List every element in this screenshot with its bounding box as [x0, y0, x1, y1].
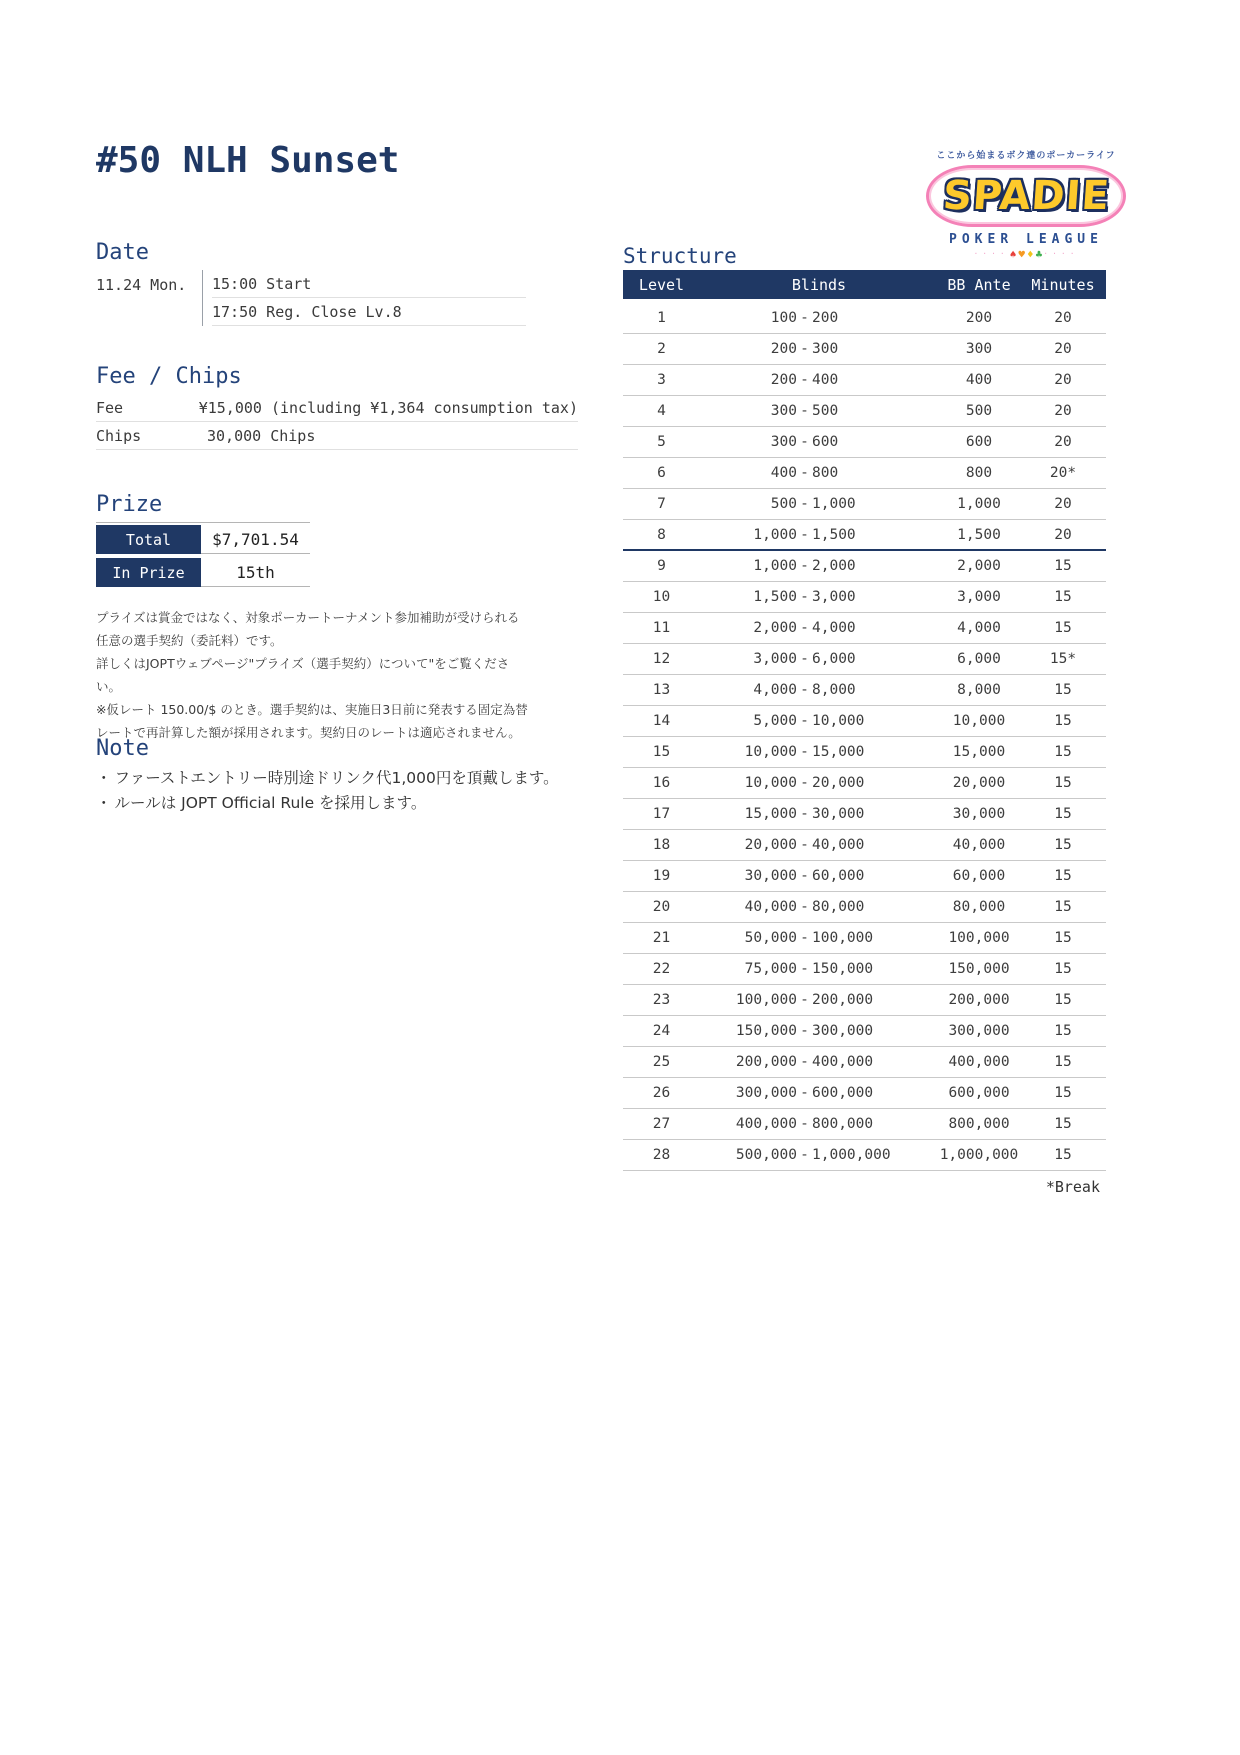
bb-ante-cell: 60,000	[952, 868, 1006, 884]
bb-ante-cell: 30,000	[952, 806, 1006, 822]
blinds-separator: -	[800, 806, 809, 822]
structure-row	[623, 396, 1106, 427]
level-cell: 13	[652, 682, 671, 698]
structure-row	[623, 644, 1106, 675]
bb-ante-cell: 1,000	[957, 496, 1001, 512]
blinds-separator: -	[800, 713, 809, 729]
big-blind: 150,000	[812, 961, 874, 977]
date-section	[96, 240, 526, 326]
big-blind: 20,000	[812, 775, 865, 791]
minutes-cell: 15	[1054, 1085, 1072, 1101]
level-cell: 5	[657, 434, 666, 450]
small-blind: 100,000	[735, 992, 797, 1008]
structure-row	[623, 427, 1106, 458]
small-blind: 40,000	[744, 899, 797, 915]
structure-row	[623, 365, 1106, 396]
minutes-cell: 20	[1054, 372, 1072, 388]
column-header-minutes: Minutes	[1031, 275, 1095, 294]
bb-ante-cell: 80,000	[952, 899, 1006, 915]
level-cell: 16	[652, 775, 671, 791]
big-blind: 8,000	[812, 682, 856, 698]
small-blind: 2,000	[753, 620, 797, 636]
blinds-separator: -	[800, 1147, 809, 1163]
blinds-separator: -	[800, 744, 809, 760]
blinds-separator: -	[800, 620, 809, 636]
prize-section	[96, 492, 310, 591]
minutes-cell: 15	[1054, 620, 1072, 636]
bb-ante-cell: 150,000	[948, 961, 1010, 977]
bb-ante-cell: 6,000	[957, 651, 1001, 667]
minutes-cell: 15	[1054, 1147, 1072, 1163]
level-cell: 11	[652, 620, 671, 636]
big-blind: 300,000	[812, 1023, 874, 1039]
structure-row	[623, 458, 1106, 489]
big-blind: 300	[812, 341, 839, 357]
level-cell: 18	[652, 837, 671, 853]
blinds-separator: -	[800, 372, 809, 388]
minutes-cell: 15	[1054, 1054, 1072, 1070]
note-item-text: ファーストエントリー時別途ドリンク代1,000円を頂戴します。	[114, 769, 559, 787]
level-cell: 1	[657, 310, 666, 326]
structure-row	[623, 1109, 1106, 1140]
structure-row	[623, 303, 1106, 334]
page-title: #50 NLH Sunset	[96, 140, 400, 181]
prize-row-label: In Prize	[96, 558, 201, 587]
bb-ante-cell: 8,000	[957, 682, 1001, 698]
break-footnote: *Break	[1045, 1178, 1100, 1196]
note-bullet: ・	[96, 769, 112, 787]
note-item	[96, 766, 566, 791]
level-cell: 12	[652, 651, 671, 667]
blinds-separator: -	[800, 961, 809, 977]
structure-row	[623, 985, 1106, 1016]
level-cell: 2	[657, 341, 666, 357]
small-blind: 10,000	[744, 744, 797, 760]
structure-row	[623, 1016, 1106, 1047]
bb-ante-cell: 500	[965, 403, 993, 419]
structure-row	[623, 1078, 1106, 1109]
column-header-level: Level	[638, 275, 685, 294]
column-header-bb-ante: BB Ante	[947, 275, 1011, 294]
big-blind: 100,000	[812, 930, 874, 946]
structure-header-row	[623, 270, 1106, 299]
blinds-separator: -	[800, 496, 809, 512]
structure-heading: Structure	[623, 244, 737, 268]
suit-icon: ♠	[1009, 248, 1017, 261]
minutes-cell: 15	[1054, 961, 1072, 977]
small-blind: 4,000	[753, 682, 797, 698]
bb-ante-cell: 600	[965, 434, 993, 450]
blinds-separator: -	[800, 341, 809, 357]
minutes-cell: 15	[1054, 992, 1072, 1008]
minutes-cell: 15	[1054, 682, 1072, 698]
level-cell: 4	[657, 403, 666, 419]
level-cell: 7	[657, 496, 666, 512]
minutes-cell: 15	[1054, 558, 1072, 574]
big-blind: 1,000,000	[812, 1147, 891, 1163]
fee-row	[96, 394, 578, 422]
small-blind: 200	[770, 341, 797, 357]
structure-row	[623, 520, 1106, 551]
structure-row	[623, 334, 1106, 365]
blinds-separator: -	[800, 930, 809, 946]
big-blind: 30,000	[812, 806, 865, 822]
logo-tagline: ここから始まるボク達のポーカーライフ	[936, 151, 1116, 161]
small-blind: 300,000	[735, 1085, 797, 1101]
small-blind: 200,000	[735, 1054, 797, 1070]
big-blind: 1,000	[812, 496, 856, 512]
logo-brand-text: SPADIE	[940, 173, 1112, 219]
small-blind: 1,000	[753, 558, 797, 574]
level-cell: 23	[652, 992, 671, 1008]
structure-row	[623, 675, 1106, 706]
structure-section	[623, 244, 1106, 1196]
structure-row	[623, 1047, 1106, 1078]
big-blind: 2,000	[812, 558, 856, 574]
level-cell: 10	[652, 589, 671, 605]
big-blind: 40,000	[812, 837, 865, 853]
suit-icon: ♣	[1035, 248, 1043, 261]
minutes-cell: 20	[1054, 310, 1072, 326]
prize-row	[96, 525, 310, 554]
prize-row-value: $7,701.54	[201, 525, 310, 554]
big-blind: 4,000	[812, 620, 856, 636]
small-blind: 1,000	[753, 526, 797, 543]
level-cell: 26	[652, 1085, 671, 1101]
structure-row	[623, 923, 1106, 954]
blinds-separator: -	[800, 1023, 809, 1039]
blinds-separator: -	[800, 899, 809, 915]
logo-oval	[926, 165, 1126, 227]
minutes-cell: 15	[1054, 713, 1072, 729]
date-value: 11.24 Mon.	[96, 276, 187, 294]
bb-ante-cell: 800,000	[948, 1116, 1010, 1132]
blinds-separator: -	[800, 403, 809, 419]
level-cell: 17	[652, 806, 671, 822]
level-cell: 20	[652, 899, 671, 915]
level-cell: 3	[657, 372, 666, 388]
blinds-separator: -	[800, 1116, 809, 1132]
big-blind: 800,000	[812, 1116, 874, 1132]
level-cell: 8	[657, 526, 666, 543]
blinds-separator: -	[800, 434, 809, 450]
blinds-separator: -	[800, 775, 809, 791]
note-section	[96, 736, 566, 816]
level-cell: 28	[652, 1147, 671, 1163]
big-blind: 400	[812, 372, 839, 388]
suit-icon: ♥	[1018, 248, 1025, 261]
small-blind: 200	[770, 372, 797, 388]
prize-row-value: 15th	[201, 558, 310, 587]
minutes-cell: 15	[1054, 837, 1072, 853]
structure-row	[623, 613, 1106, 644]
structure-row	[623, 737, 1106, 768]
minutes-cell: 20	[1054, 496, 1072, 512]
bb-ante-cell: 2,000	[957, 558, 1001, 574]
disclaimer-paragraph: 詳しくはJOPTウェブページ"プライズ（選手契約）について"をご覧ください。	[96, 656, 510, 694]
blinds-separator: -	[800, 526, 809, 543]
blinds-separator: -	[800, 1085, 809, 1101]
bb-ante-cell: 3,000	[957, 589, 1001, 605]
bb-ante-cell: 15,000	[952, 744, 1006, 760]
small-blind: 30,000	[744, 868, 797, 884]
level-cell: 19	[652, 868, 671, 884]
prize-row-label: Total	[96, 525, 201, 554]
small-blind: 500,000	[735, 1147, 797, 1163]
blinds-separator: -	[800, 589, 809, 605]
structure-row	[623, 954, 1106, 985]
minutes-cell: 15	[1054, 1023, 1072, 1039]
fee-chips-heading: Fee / Chips	[96, 364, 242, 389]
prize-heading: Prize	[96, 492, 163, 517]
bb-ante-cell: 40,000	[952, 837, 1006, 853]
structure-row	[623, 861, 1106, 892]
structure-row	[623, 1140, 1106, 1171]
fee-chips-section	[96, 364, 578, 450]
fee-row	[96, 422, 578, 450]
note-bullet: ・	[96, 794, 112, 812]
minutes-cell: 15	[1054, 930, 1072, 946]
bb-ante-cell: 10,000	[952, 713, 1006, 729]
bb-ante-cell: 200	[965, 310, 993, 326]
blinds-separator: -	[800, 992, 809, 1008]
small-blind: 50,000	[744, 930, 797, 946]
small-blind: 400	[770, 465, 797, 481]
small-blind: 300	[770, 403, 797, 419]
bb-ante-cell: 600,000	[948, 1085, 1010, 1101]
logo-subtitle: POKER LEAGUE	[949, 232, 1103, 247]
level-cell: 6	[657, 465, 666, 481]
level-cell: 24	[652, 1023, 671, 1039]
minutes-cell: 20	[1054, 341, 1072, 357]
minutes-cell: 15	[1054, 775, 1072, 791]
level-cell: 21	[652, 930, 671, 946]
level-cell: 25	[652, 1054, 671, 1070]
level-cell: 14	[652, 713, 671, 729]
minutes-cell: 15	[1054, 1116, 1072, 1132]
small-blind: 10,000	[744, 775, 797, 791]
note-item	[96, 791, 566, 816]
bb-ante-cell: 400,000	[948, 1054, 1010, 1070]
column-header-blinds: Blinds	[791, 275, 847, 294]
structure-row	[623, 551, 1106, 582]
structure-row	[623, 489, 1106, 520]
minutes-cell: 20	[1054, 526, 1072, 543]
bb-ante-cell: 100,000	[948, 930, 1010, 946]
big-blind: 60,000	[812, 868, 865, 884]
blinds-separator: -	[800, 1054, 809, 1070]
bb-ante-cell: 800	[965, 465, 993, 481]
logo-dots-left: ····	[973, 249, 1009, 258]
minutes-cell: 15*	[1049, 651, 1077, 667]
structure-row	[623, 799, 1106, 830]
big-blind: 80,000	[812, 899, 865, 915]
big-blind: 600	[812, 434, 839, 450]
level-cell: 15	[652, 744, 671, 760]
big-blind: 800	[812, 465, 839, 481]
fee-row-value: 30,000 Chips	[207, 427, 316, 445]
bb-ante-cell: 20,000	[952, 775, 1006, 791]
small-blind: 500	[770, 496, 797, 512]
bb-ante-cell: 1,000,000	[939, 1147, 1019, 1163]
disclaimer-paragraph: ※仮レート 150.00/$ のとき。選手契約は、実施日3日前に発表する固定為替レートで再計算した額が採用されます。契約日のレートは適応されません。	[96, 702, 528, 740]
bb-ante-cell: 1,500	[957, 526, 1001, 543]
big-blind: 400,000	[812, 1054, 874, 1070]
bb-ante-cell: 300	[965, 341, 993, 357]
prize-disclaimer	[96, 606, 528, 744]
minutes-cell: 15	[1054, 744, 1072, 760]
fee-row-value: ¥15,000 (including ¥1,364 consumption tax)	[198, 399, 578, 417]
big-blind: 500	[812, 403, 839, 419]
minutes-cell: 20	[1054, 403, 1072, 419]
small-blind: 100	[770, 310, 797, 326]
blinds-separator: -	[800, 837, 809, 853]
note-list	[96, 766, 566, 816]
note-item-text: ルールは JOPT Official Rule を採用します。	[114, 794, 427, 812]
blinds-separator: -	[800, 868, 809, 884]
bb-ante-cell: 4,000	[957, 620, 1001, 636]
small-blind: 300	[770, 434, 797, 450]
bb-ante-cell: 400	[965, 372, 993, 388]
big-blind: 6,000	[812, 651, 856, 667]
date-heading: Date	[96, 240, 149, 265]
minutes-cell: 15	[1054, 806, 1072, 822]
blinds-separator: -	[800, 310, 809, 326]
big-blind: 1,500	[812, 526, 856, 543]
blinds-separator: -	[800, 465, 809, 481]
structure-row	[623, 830, 1106, 861]
big-blind: 3,000	[812, 589, 856, 605]
logo-dots-right: ····	[1043, 249, 1079, 258]
small-blind: 15,000	[744, 806, 797, 822]
small-blind: 75,000	[744, 961, 797, 977]
level-cell: 22	[652, 961, 671, 977]
minutes-cell: 20*	[1049, 465, 1077, 481]
big-blind: 200	[812, 310, 839, 326]
structure-row	[623, 892, 1106, 923]
fee-row-label: Fee	[96, 399, 124, 417]
prize-row	[96, 558, 310, 587]
blinds-separator: -	[800, 682, 809, 698]
blinds-separator: -	[800, 651, 809, 667]
prize-table	[96, 522, 310, 587]
minutes-cell: 15	[1054, 868, 1072, 884]
big-blind: 15,000	[812, 744, 865, 760]
time-row: 17:50 Reg. Close Lv.8	[212, 298, 526, 326]
time-list	[202, 270, 526, 326]
minutes-cell: 15	[1054, 589, 1072, 605]
structure-row	[623, 768, 1106, 799]
small-blind: 5,000	[753, 713, 797, 729]
fee-row-label: Chips	[96, 427, 142, 445]
bb-ante-cell: 200,000	[948, 992, 1010, 1008]
level-cell: 27	[652, 1116, 671, 1132]
date-table	[96, 270, 526, 326]
big-blind: 10,000	[812, 713, 865, 729]
blinds-separator: -	[800, 558, 809, 574]
note-heading: Note	[96, 736, 149, 761]
minutes-cell: 20	[1054, 434, 1072, 450]
time-row: 15:00 Start	[212, 270, 526, 298]
structure-row	[623, 706, 1106, 737]
structure-rows	[623, 303, 1106, 1171]
small-blind: 20,000	[744, 837, 797, 853]
disclaimer-paragraph: プライズは賞金ではなく、対象ポーカートーナメント参加補助が受けられる任意の選手契約（委託料）です。	[96, 610, 520, 648]
big-blind: 600,000	[812, 1085, 874, 1101]
bb-ante-cell: 300,000	[948, 1023, 1010, 1039]
level-cell: 9	[657, 558, 666, 574]
fee-rows	[96, 394, 578, 450]
small-blind: 400,000	[735, 1116, 797, 1132]
suit-icon: ♦	[1027, 248, 1034, 261]
small-blind: 1,500	[753, 589, 797, 605]
structure-row	[623, 582, 1106, 613]
small-blind: 3,000	[753, 651, 797, 667]
minutes-cell: 15	[1054, 899, 1072, 915]
small-blind: 150,000	[735, 1023, 797, 1039]
big-blind: 200,000	[812, 992, 874, 1008]
